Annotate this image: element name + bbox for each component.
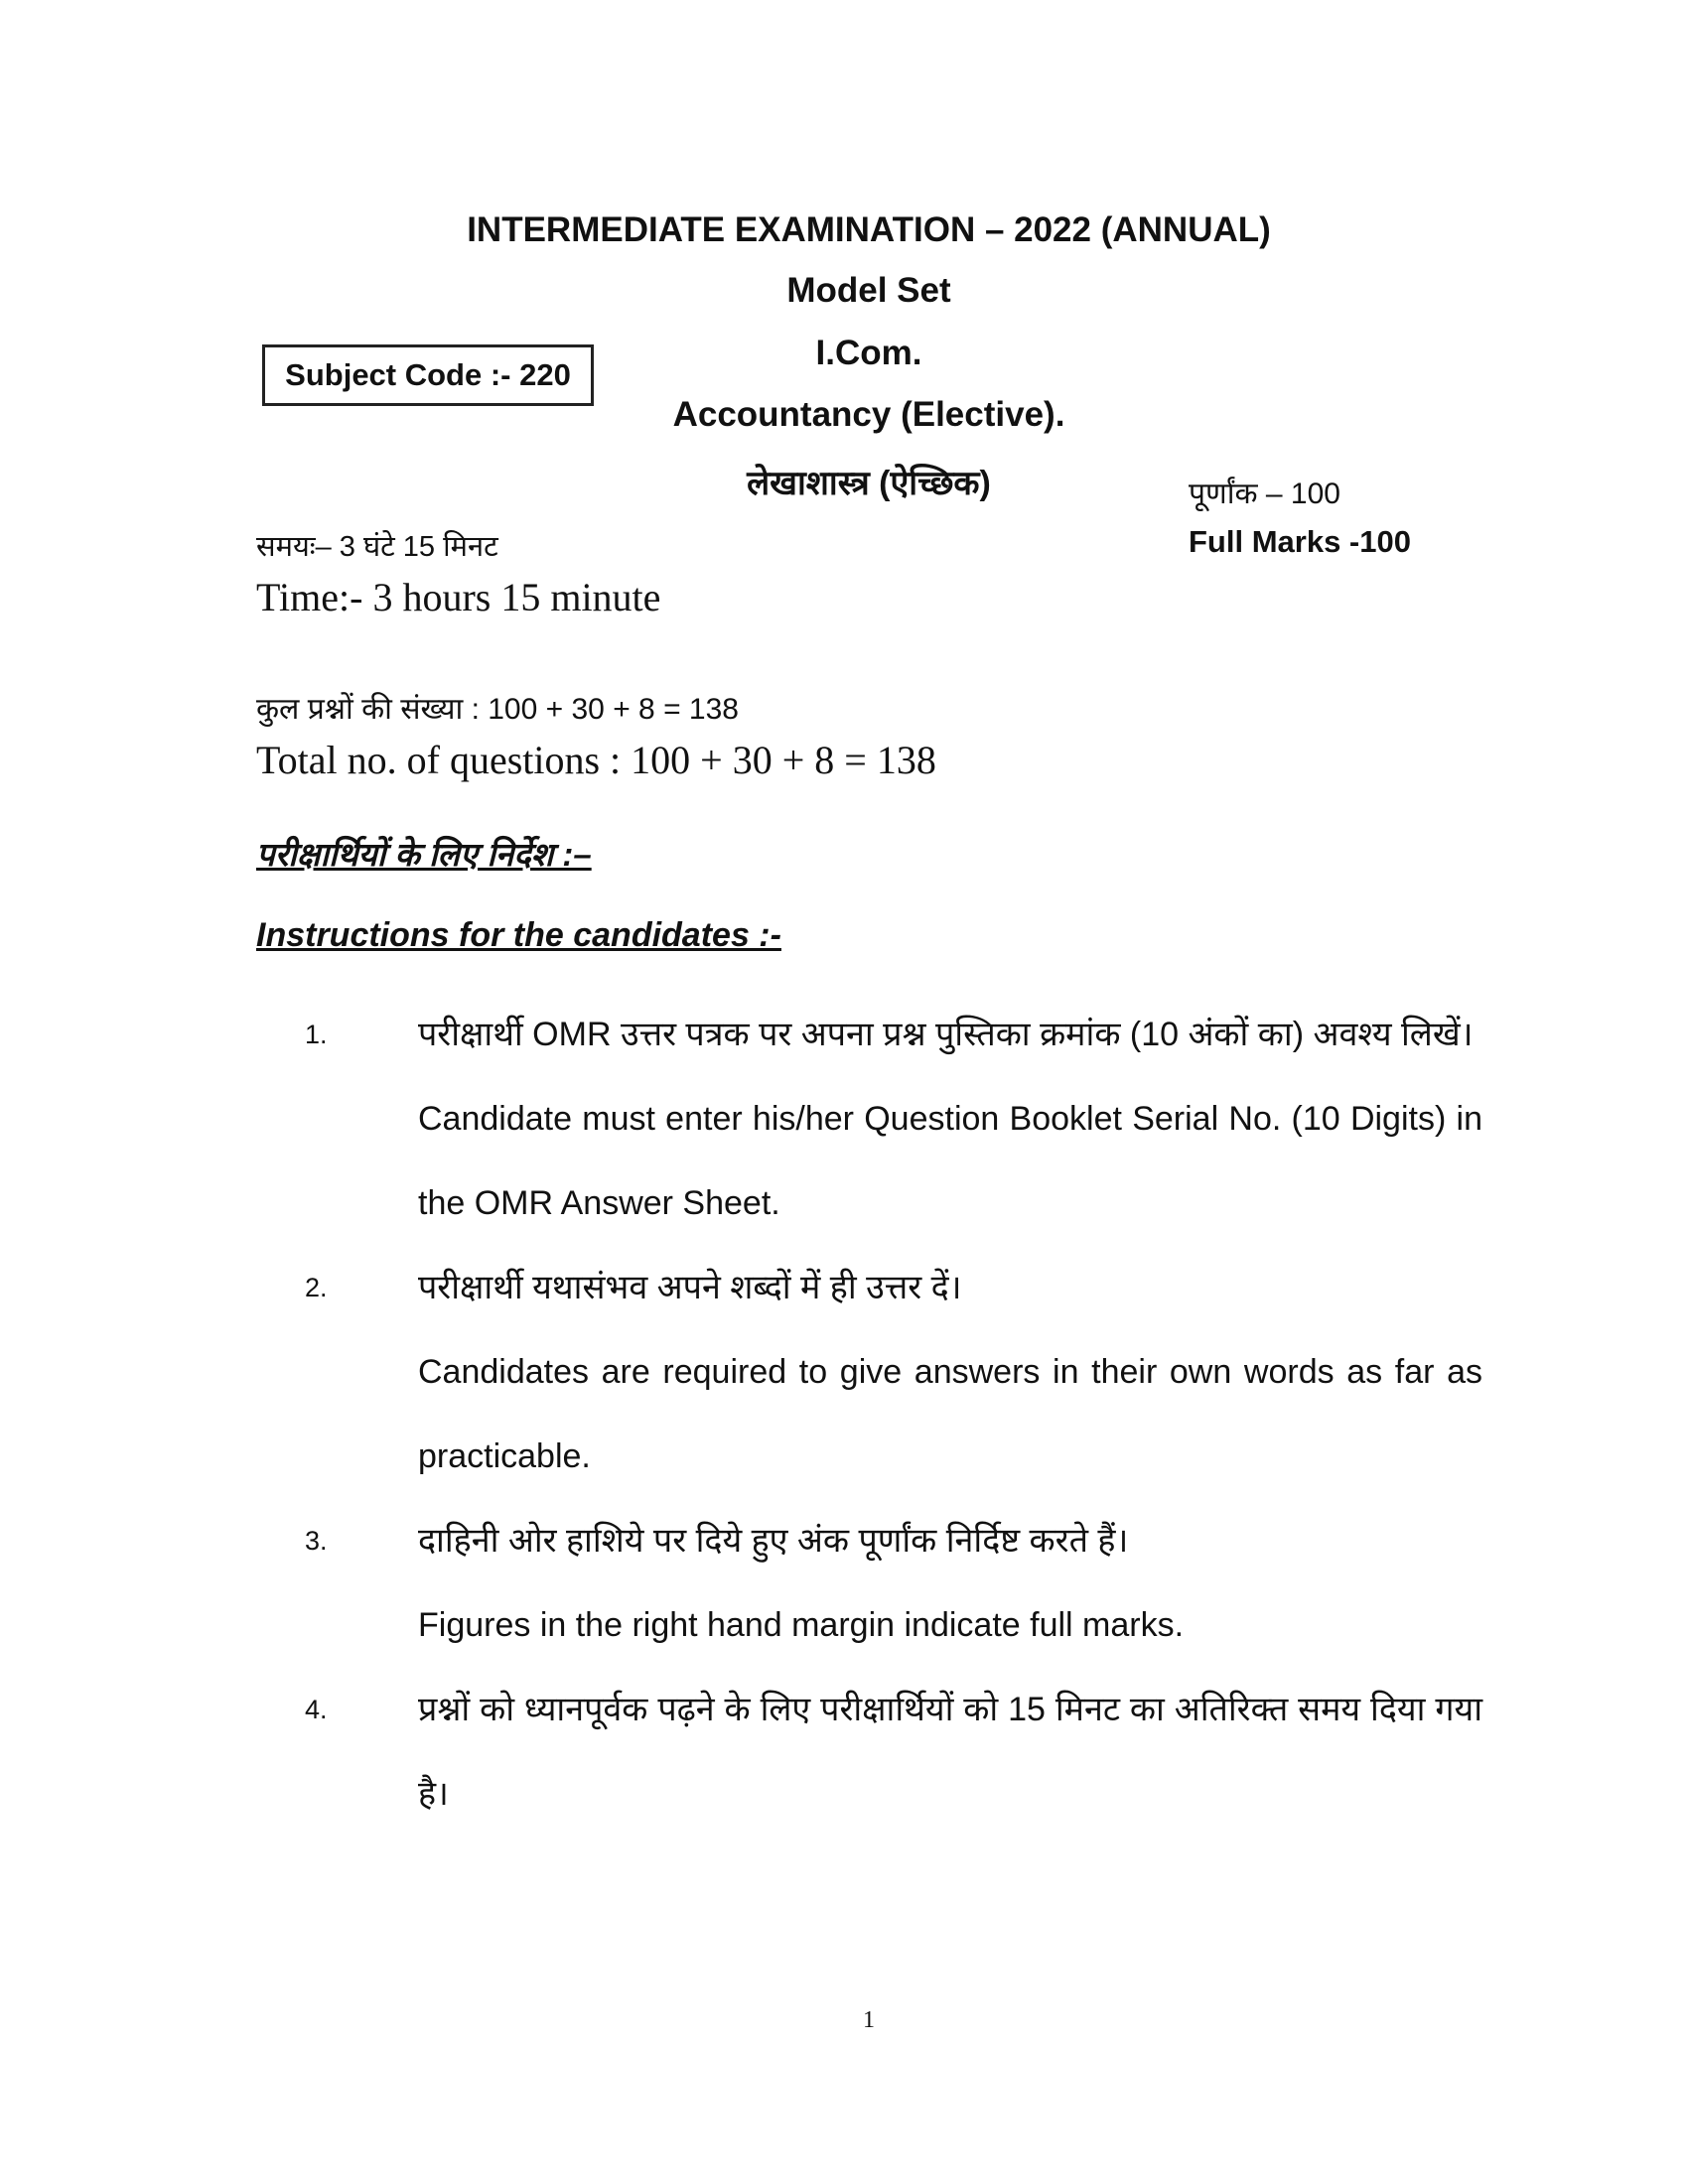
item-number: 2. bbox=[305, 1273, 328, 1302]
instruction-item bbox=[305, 1246, 1482, 1499]
instructions-heading-hindi: परीक्षार्थियों के लिए निर्देश :– bbox=[256, 836, 592, 873]
instruction-hindi: दाहिनी ओर हाशिये पर दिये हुए अंक पूर्णांक निर्दिष्ट करते हैं। bbox=[418, 1522, 1129, 1560]
questions-hindi: कुल प्रश्नों की संख्या : 100 + 30 + 8 = 138 bbox=[256, 693, 739, 726]
instruction-english: Candidates are required to give answers in their own words as far as practicable. bbox=[418, 1353, 1482, 1475]
item-number: 3. bbox=[305, 1526, 328, 1556]
subject-title-hindi: लेखाशास्त्र (ऐच्छिक) bbox=[747, 465, 991, 502]
time-hindi: समयः– 3 घंटे 15 मिनट bbox=[256, 531, 498, 563]
instruction-english: Candidate must enter his/her Question Booklet Serial No. (10 Digits) in the OMR Answer Sheet. bbox=[418, 1100, 1482, 1222]
exam-title: INTERMEDIATE EXAMINATION – 2022 (ANNUAL) bbox=[467, 210, 1271, 249]
model-set: Model Set bbox=[786, 271, 951, 310]
full-marks: Full Marks -100 bbox=[1189, 524, 1411, 559]
time: Time:- 3 hours 15 minute bbox=[256, 575, 661, 619]
stream: I.Com. bbox=[815, 334, 922, 372]
instruction-item bbox=[305, 1668, 1482, 1837]
instructions-heading: Instructions for the candidates :- bbox=[256, 916, 781, 954]
instruction-hindi: प्रश्नों को ध्यानपूर्वक पढ़ने के लिए परीक्षार्थियों को 15 मिनट का अतिरिक्त समय दिया गया है। bbox=[418, 1691, 1482, 1813]
instruction-hindi: परीक्षार्थी OMR उत्तर पत्रक पर अपना प्रश्न पुस्तिका क्रमांक (10 अंकों का) अवश्य लिखें। bbox=[418, 1016, 1474, 1053]
page-number: 1 bbox=[863, 2007, 875, 2033]
item-number: 1. bbox=[305, 1020, 328, 1049]
full-marks-hindi: पूर्णांक – 100 bbox=[1189, 478, 1340, 510]
item-number: 4. bbox=[305, 1695, 328, 1724]
questions-count: Total no. of questions : 100 + 30 + 8 = 138 bbox=[256, 738, 936, 782]
subject-title: Accountancy (Elective). bbox=[672, 395, 1065, 434]
instruction-item bbox=[305, 993, 1482, 1246]
subject-code-box: Subject Code :- 220 bbox=[262, 344, 594, 406]
instruction-hindi: परीक्षार्थी यथासंभव अपने शब्दों में ही उत्तर दें। bbox=[418, 1269, 962, 1306]
instruction-english: Figures in the right hand margin indicate full marks. bbox=[418, 1606, 1185, 1644]
instruction-item bbox=[305, 1499, 1482, 1668]
instructions-list bbox=[305, 993, 1482, 1837]
